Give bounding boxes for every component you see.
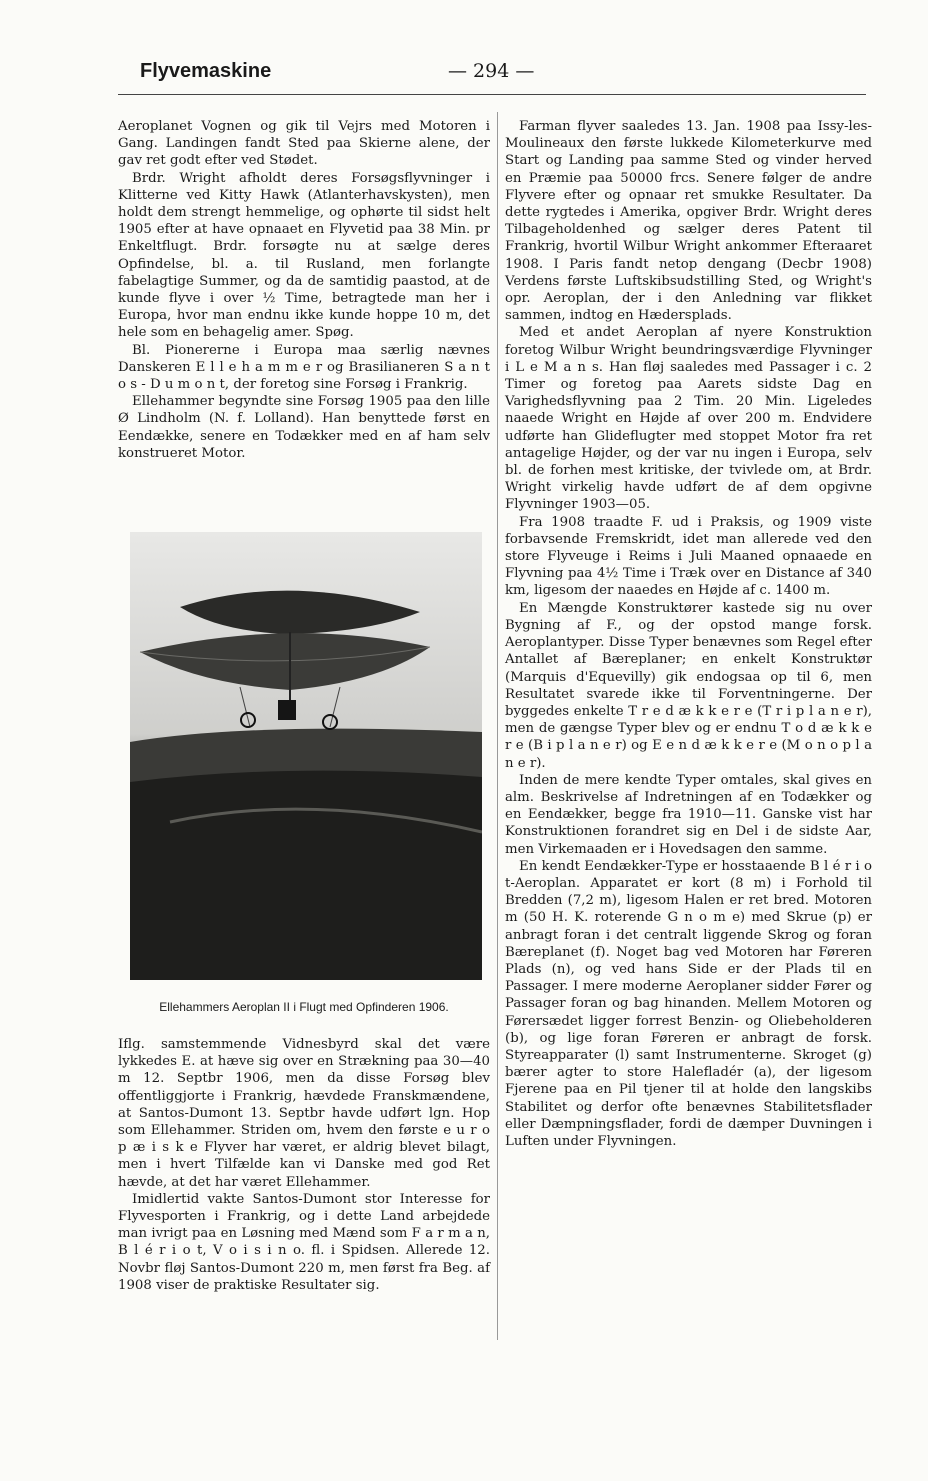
paragraph: Ellehammer begyndte sine Forsøg 1905 paa den lille Ø Lindholm (N. f. Lolland). Han benyttede først en Eendække, senere en Todækker med en af ham selv konstrueret Motor. — [118, 394, 490, 461]
right-column — [505, 118, 872, 1150]
paragraph: En Mængde Konstruktører kastede sig nu over Bygning af F., og der opstod mange forsk. Aeroplantyper. Disse Typer benævnes som Regel efter Antallet af Bæreplaner; en enkelt Konstruktør (Marquis d'Equevilly) gik endogsaa op til 6, men Resultatet svarede ikke til Forventningerne. Der byggedes enkelte T r e d æ k k e r e (T r i p l a n e r), men de gængse Typer blev og er endnu T o d æ k k e r e (B i p l a n e r) og E e n d æ k k e r e (M o n o p l a n e r). — [505, 600, 872, 771]
paragraph: Imidlertid vakte Santos-Dumont stor Interesse for Flyvesporten i Frankrig, og i dette Land arbejdede man ivrigt paa en Løsning med Mænd som F a r m a n, B l é r i o t, V o i s i n o. fl. i Spidsen. Allerede 12. Novbr fløj Santos-Dumont 220 m, men først fra Beg. af 1908 viser de praktiske Resultater sig. — [118, 1191, 490, 1293]
figure-caption: Ellehammers Aeroplan II i Flugt med Opfinderen 1906. — [159, 1000, 449, 1014]
column-divider — [497, 112, 498, 1340]
left-column-top — [118, 118, 490, 462]
page-number: — 294 — — [448, 60, 535, 82]
paragraph: Aeroplanet Vognen og gik til Vejrs med Motoren i Gang. Landingen fandt Sted paa Skierne alene, der gav ret godt efter ved Stødet. — [118, 119, 490, 169]
paragraph: Med et andet Aeroplan af nyere Konstruktion foretog Wilbur Wright beundringsværdige Flyvninger i L e M a n s. Han fløj saaledes med Passager i c. 2 Timer og foretog paa Aarets sidste Dag en Varighedsflyvning paa 2 Tim. 20 Min. Ligeledes naaede Wright en Højde af over 200 m. Endvidere udførte han Glideflugter med stoppet Motor fra ret antagelige Højder, og der var nu ingen i Europa, selv bl. de forhen mest kritiske, der tvivlede om, at Brdr. Wright virkelig havde udført de af dem opgivne Flyvninger 1903—05. — [505, 325, 872, 513]
header-rule — [118, 94, 866, 95]
running-header-title: Flyvemaskine — [140, 60, 272, 82]
paragraph: Farman flyver saaledes 13. Jan. 1908 paa Issy-les-Moulineaux den første lukkede Kilometerkurve med Start og Landing paa samme Sted og vinder herved en Præmie paa 50000 frcs. Senere følger de andre Flyvere efter og opnaar ret smukke Resultater. Da dette rygtedes i Amerika, opgiver Brdr. Wright deres Tilbageholdenhed og sælger deres Patent til Frankrig, hvortil Wilbur Wright ankommer Efteraaret 1908. I Paris fandt netop dengang (Decbr 1908) Verdens første Luftskibsudstilling Sted, og Wright's opr. Aeroplan, der i den Anledning var flikket sammen, indtog en Hædersplads. — [505, 119, 872, 324]
paragraph: Inden de mere kendte Typer omtales, skal gives en alm. Beskrivelse af Indretningen af en Todækker og en Eendækker, begge fra 1910—11. Ganske vist har Konstruktionen forandret sig en Del i de sidste Aar, men Virkemaaden er i Hovedsagen den samme. — [505, 772, 872, 857]
paragraph: Fra 1908 traadte F. ud i Praksis, og 1909 viste forbavsende Fremskridt, idet man allerede ved den store Flyveuge i Reims i Juli Maaned opnaaede en Flyvning paa 4½ Time i Træk over en Distance af 340 km, ligesom der naaedes en Højde af c. 1400 m. — [505, 514, 872, 599]
paragraph: Brdr. Wright afholdt deres Forsøgsflyvninger i Klitterne ved Kitty Hawk (Atlanterhavskysten), men holdt dem strengt hemmelige, og ophørte til sidst helt 1905 efter at have opnaaet en Flyvetid paa 38 Min. pr Enkeltflugt. Brdr. forsøgte nu at sælge deres Opfindelse, bl. a. til Rusland, men forlangte fabelagtige Summer, og da de samtidig paastod, at de kunde flyve i over ½ Time, betragtede man her i Europa, hvor man endnu ikke kunde hoppe 10 m, det hele som en behagelig amer. Spøg. — [118, 170, 490, 341]
left-column-bottom — [118, 1036, 490, 1294]
aeroplane-photograph — [130, 532, 482, 980]
paragraph: Iflg. samstemmende Vidnesbyrd skal det være lykkedes E. at hæve sig over en Strækning paa 30—40 m 12. Septbr 1906, men da disse Forsøg blev offentliggjorte i Frankrig, hævdede Franskmændene, at Santos-Dumont 13. Septbr havde udført lgn. Hop som Ellehammer. Striden om, hvem den første e u r o p æ i s k e Flyver har været, er aldrig blevet bilagt, men i hvert Tilfælde kan vi Danske med god Ret hævde, at det har været Ellehammer. — [118, 1037, 490, 1190]
paragraph: Bl. Pionererne i Europa maa særlig nævnes Danskeren E l l e h a m m e r og Brasilianeren S a n t o s - D u m o n t, der foretog sine Forsøg i Frankrig. — [118, 342, 490, 393]
paragraph: En kendt Eendækker-Type er hosstaaende B l é r i o t-Aeroplan. Apparatet er kort (8 m) i Forhold til Bredden (7,2 m), ligesom Halen er ret bred. Motoren m (50 H. K. roterende G n o m e) med Skrue (p) er anbragt foran i det centralt liggende Skrog og foran Bæreplanet (f). Noget bag ved Motoren har Føreren Plads (n), og ved hans Side er der Plads til en Passager. I mere moderne Aeroplaner sidder Fører og Passager foran og bag hinanden. Mellem Motoren og Førersædet ligger forrest Benzin- og Oliebeholderen (b), og lige foran Føreren er anbragt de forsk. Styreapparater (l) samt Instrumenterne. Skroget (g) bærer agter to store Halefladér (a), der ligesom Fjerene paa en Pil tjener til at holde den langskibs Stabilitet og derfor ofte benævnes Stabilitetsflader eller Dæmpningsflader, fordi de dæmper Duvningen i Luften under Flyvningen. — [505, 858, 872, 1149]
